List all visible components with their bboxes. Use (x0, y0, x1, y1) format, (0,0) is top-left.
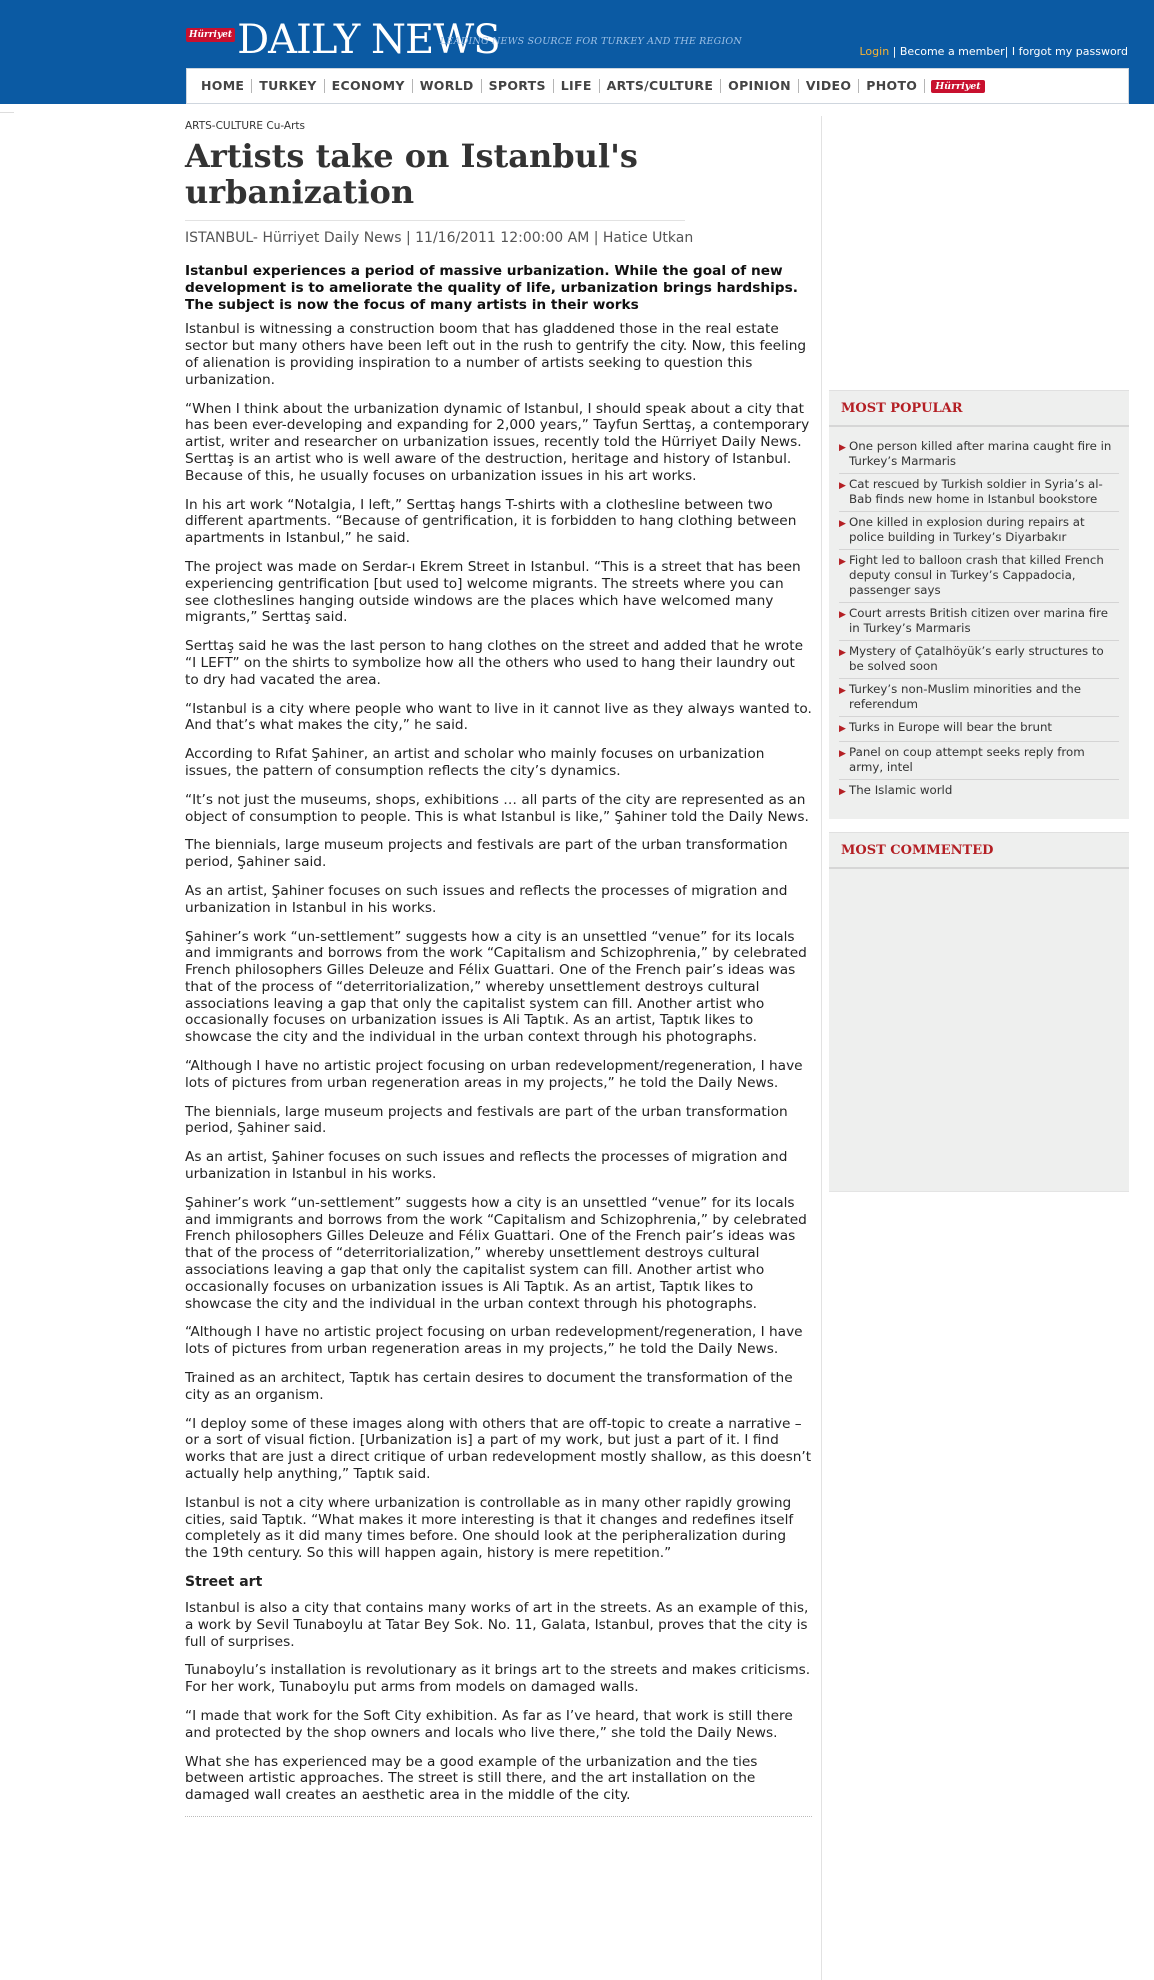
arrow-bullet-icon: ▶ (839, 443, 846, 453)
article-paragraph: Şahiner’s work “un-settlement” suggests how a city is an unsettled “venue” for its locals and immigrants and borrows from the work “Capitalism and Schizophrenia,” by celebrated French philosophers Gilles Deleuze and Félix Guattari. One of the French pair’s ideas was that of the process of “deterritorialization,” whereby unsettlement destroys cultural associations leaving a gap that only the capitalist system can fill. Another artist who occasionally focuses on urbanization issues is Ali Taptık. As an artist, Taptık likes to showcase the city and the individual in the urban context through his photographs. (185, 928, 807, 1046)
most-popular-item[interactable] (839, 512, 1119, 550)
arrow-bullet-icon: ▶ (839, 787, 846, 797)
most-commented-title: MOST COMMENTED (829, 833, 1129, 869)
article-paragraph: In his art work “Notalgia, I left,” Serttaş hangs T-shirts with a clothesline between two different apartments. “Because of gentrification, it is forbidden to hang clothing between apartments in Istanbul,” he said. (185, 496, 797, 547)
divider (0, 112, 14, 113)
site-tagline: LEADING NEWS SOURCE FOR TURKEY AND THE REGION (440, 36, 742, 47)
article-paragraph: “Although I have no artistic project focusing on urban redevelopment/regeneration, I have lots of pictures from urban regeneration areas in my projects,” he told the Daily News. (185, 1324, 803, 1358)
most-commented-box (829, 832, 1129, 1172)
arrow-bullet-icon: ▶ (839, 557, 846, 567)
article-subheading: Street art (185, 1574, 263, 1590)
nav-world[interactable]: WORLD (413, 79, 482, 93)
nav-video[interactable]: VIDEO (799, 79, 859, 93)
arrow-bullet-icon: ▶ (839, 686, 846, 696)
most-popular-link[interactable]: Cat rescued by Turkish soldier in Syria’s al-Bab finds new home in Istanbul bookstore (849, 477, 1103, 506)
article-byline: ISTANBUL- Hürriyet Daily News | 11/16/2011 12:00:00 AM | Hatice Utkan (185, 230, 694, 246)
most-popular-item[interactable] (839, 679, 1119, 717)
most-popular-link[interactable]: One killed in explosion during repairs at police building in Turkey’s Diyarbakır (849, 515, 1085, 544)
article-paragraph: What she has experienced may be a good example of the urbanization and the ties between artistic approaches. The street is still there, and the art installation on the damaged wall creates an aesthetic area in the middle of the city. (185, 1753, 758, 1804)
article-paragraph: “I deploy some of these images along with others that are off-topic to create a narrative – or a sort of visual fiction. [Urbanization is] a part of my work, but just a part of it. I find works that are just a direct critique of urban redevelopment mostly shallow, as this doesn’t actually help anything,” Taptık said. (185, 1415, 812, 1483)
article-end-divider (185, 1816, 812, 1817)
article-paragraph: “Although I have no artistic project focusing on urban redevelopment/regeneration, I have lots of pictures from urban regeneration areas in my projects,” he told the Daily News. (185, 1058, 803, 1091)
main-nav (186, 68, 1129, 104)
most-popular-item[interactable] (839, 474, 1119, 512)
article-paragraph: “When I think about the urbanization dynamic of Istanbul, I should speak about a city that has been ever-developing and expanding for 2,000 years,” Tayfun Serttaş, a contemporary artist, writer and researcher on urbanization issues, recently told the Hürriyet Daily News. Serttaş is an artist who is well aware of the destruction, heritage and history of Istanbul. Because of this, he usually focuses on urbanization issues in his art works. (185, 400, 810, 484)
most-popular-box (829, 390, 1129, 819)
article-headline: Artists take on Istanbul's urbanization (185, 138, 685, 221)
link-separator: | (1004, 45, 1012, 58)
most-popular-item[interactable] (839, 742, 1119, 780)
article-paragraph: “I made that work for the Soft City exhibition. As far as I’ve heard, that work is still there and protected by the shop owners and locals who live there,” she told the Daily News. (185, 1707, 793, 1741)
article-paragraph: Trained as an architect, Taptık has certain desires to document the transformation of the city as an organism. (185, 1370, 793, 1403)
most-popular-item[interactable] (839, 717, 1119, 742)
article-paragraph: Şahiner’s work “un-settlement” suggests how a city is an unsettled “venue” for its locals and immigrants and borrows from the work “Capitalism and Schizophrenia,” by celebrated French philosophers Gilles Deleuze and Félix Guattari. One of the French pair’s ideas was that of the process of “deterritorialization,” whereby unsettlement destroys cultural associations leaving a gap that only the capitalist system can fill. Another artist who occasionally focuses on urbanization issues is Ali Taptık. As an artist, Taptık likes to showcase the city and the individual in the urban context through his photographs. (185, 1194, 807, 1312)
most-popular-link[interactable]: Panel on coup attempt seeks reply from army, intel (849, 745, 1085, 774)
nav-arts-culture[interactable]: ARTS/CULTURE (600, 79, 722, 93)
article-paragraph: Serttaş said he was the last person to hang clothes on the street and added that he wrote “I LEFT” on the shirts to symbolize how all the others who used to hang their laundry out to dry had vacated the area. (185, 638, 804, 688)
column-divider (821, 116, 822, 1980)
most-popular-link[interactable]: Mystery of Çatalhöyük’s early structures to be solved soon (849, 644, 1104, 673)
article-paragraph: As an artist, Şahiner focuses on such issues and reflects the processes of migration and urbanization in Istanbul in his works. (185, 882, 788, 916)
most-popular-link[interactable]: One person killed after marina caught fire in Turkey’s Marmaris (849, 439, 1112, 468)
arrow-bullet-icon: ▶ (839, 610, 846, 620)
most-popular-list (829, 427, 1129, 804)
nav-photo[interactable]: PHOTO (859, 79, 925, 93)
article-kicker: ARTS-CULTURE Cu-Arts (185, 120, 306, 132)
arrow-bullet-icon: ▶ (839, 724, 846, 734)
most-popular-item[interactable] (839, 436, 1119, 474)
most-popular-item[interactable] (839, 550, 1119, 603)
nav-turkey[interactable]: TURKEY (252, 79, 324, 93)
article-paragraph: The project was made on Serdar-ı Ekrem Street in Istanbul. “This is a street that has been experiencing gentrification [but used to] welcome migrants. The streets where you can see clotheslines hanging outside windows are the places which have welcomed many migrants,” Serttaş said. (185, 558, 801, 626)
most-popular-link[interactable]: Court arrests British citizen over marina fire in Turkey’s Marmaris (849, 606, 1109, 635)
article-lead: Istanbul experiences a period of massive urbanization. While the goal of new development is to ameliorate the quality of life, urbanization brings hardships. The subject is now the focus of many artists in their works (185, 263, 798, 313)
arrow-bullet-icon: ▶ (839, 481, 846, 491)
most-popular-link[interactable]: The Islamic world (849, 783, 953, 797)
article-paragraph: As an artist, Şahiner focuses on such issues and reflects the processes of migration and urbanization in Istanbul in his works. (185, 1149, 788, 1183)
nav-life[interactable]: LIFE (554, 79, 600, 93)
link-separator: | (892, 45, 900, 58)
article-paragraph: The biennials, large museum projects and festivals are part of the urban transformation period, Şahiner said. (185, 1103, 788, 1137)
most-popular-item[interactable] (839, 641, 1119, 679)
most-popular-item[interactable] (839, 603, 1119, 641)
arrow-bullet-icon: ▶ (839, 749, 846, 759)
hurriyet-logo-badge: Hürriyet (186, 28, 235, 42)
most-popular-title: MOST POPULAR (829, 391, 1129, 427)
nav-sports[interactable]: SPORTS (482, 79, 554, 93)
login-link[interactable]: Login (859, 45, 890, 58)
most-popular-link[interactable]: Turkey’s non-Muslim minorities and the referendum (849, 682, 1082, 711)
article-paragraph: Istanbul is also a city that contains many works of art in the streets. As an example of this, a work by Sevil Tunaboylu at Tatar Bey Sok. No. 11, Galata, Istanbul, proves that the city is full of surprises. (185, 1600, 809, 1650)
article-paragraph: Istanbul is witnessing a construction boom that has gladdened those in the real estate sector but many others have been left out in the rush to gentrify the city. Now, this feeling of alienation is providing inspiration to a number of artists seeking to question this urbanization. (185, 321, 807, 388)
article-paragraph: Istanbul is not a city where urbanization is controllable as in many other rapidly growing cities, said Taptık. “What makes it more interesting is that it changes and redefines itself completely as it did many times before. One should look at the peripheralization during the 19th century. So this will happen again, history is mere repetition.” (185, 1494, 794, 1562)
nav-home[interactable]: HOME (194, 79, 252, 93)
article-paragraph: According to Rıfat Şahiner, an artist and scholar who mainly focuses on urbanization issues, the pattern of consumption reflects the city’s dynamics. (185, 746, 765, 779)
most-popular-link[interactable]: Fight led to balloon crash that killed French deputy consul in Turkey’s Cappadocia, passenger says (849, 553, 1104, 597)
article-paragraph: “Istanbul is a city where people who want to live in it cannot live as they always wanted to. And that’s what makes the city,” he said. (185, 700, 812, 734)
arrow-bullet-icon: ▶ (839, 648, 846, 658)
nav-economy[interactable]: ECONOMY (325, 79, 413, 93)
article-body (185, 321, 812, 1804)
article-paragraph: Tunaboylu’s installation is revolutionary as it brings art to the streets and makes criticisms. For her work, Tunaboylu put arms from models on damaged walls. (185, 1662, 811, 1696)
article-paragraph: “It’s not just the museums, shops, exhibitions … all parts of the city are represented as an object of consumption to people. This is what Istanbul is like,” Şahiner told the Daily News. (185, 791, 809, 825)
most-commented-footer (829, 1172, 1129, 1192)
become-member-link[interactable]: Become a member (899, 45, 1005, 58)
forgot-password-link[interactable]: I forgot my password (1011, 45, 1128, 58)
arrow-bullet-icon: ▶ (839, 519, 846, 529)
daily-news-logo-text: DAILY NEWS (237, 17, 500, 63)
article (185, 120, 812, 1817)
most-popular-item[interactable] (839, 780, 1119, 804)
nav-opinion[interactable]: OPINION (721, 79, 799, 93)
nav-hurriyet-logo[interactable]: Hürriyet (931, 80, 984, 93)
article-paragraph: The biennials, large museum projects and festivals are part of the urban transformation period, Şahiner said. (185, 837, 788, 871)
user-links (859, 45, 1128, 58)
masthead (0, 0, 1154, 104)
most-popular-link[interactable]: Turks in Europe will bear the brunt (849, 720, 1053, 734)
